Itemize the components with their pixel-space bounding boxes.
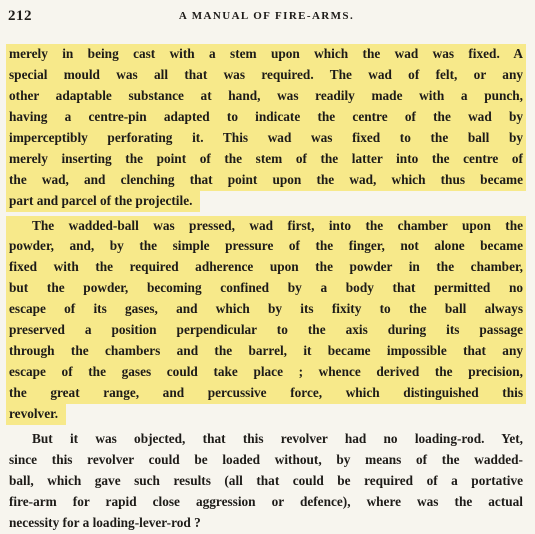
text-line-highlighted: other adaptable substance at hand, was readily made with a punch,: [6, 86, 526, 107]
text-line-highlighted: merely inserting the point of the stem of the latter into the centre of: [6, 149, 526, 170]
text-line-highlighted: special mould was all that was required. The wad of felt, or any: [6, 65, 526, 86]
text-line-highlighted: escape of its gases, and which by its fixity to the ball always: [6, 299, 526, 320]
text-line-highlighted: but the powder, becoming confined by a body that permitted no: [6, 278, 526, 299]
text-line-highlighted: the wad, and clenching that point upon the wad, which thus became: [6, 170, 526, 191]
text-line-highlighted: fixed with the required adherence upon the powder in the chamber,: [6, 257, 526, 278]
text-line-highlighted: imperceptibly perforating it. This wad was fixed to the ball by: [6, 128, 526, 149]
text-line-highlighted: through the chambers and the barrel, it became impossible that any: [6, 341, 526, 362]
text-line: necessity for a loading-lever-rod ?: [9, 514, 201, 530]
text-line: ball, which gave such results (all that could be required of a portative: [9, 472, 523, 488]
text-line-highlighted: part and parcel of the projectile.: [6, 191, 200, 212]
page-number: 212: [8, 7, 32, 24]
text-line-highlighted: the great range, and percussive force, which distinguished this: [6, 383, 526, 404]
text-line-highlighted: escape of the gases could take place ; whence derived the precision,: [6, 362, 526, 383]
text-line-highlighted: powder, and, by the simple pressure of the finger, not alone became: [6, 236, 526, 257]
text-line: since this revolver could be loaded without, by means of the wadded-: [9, 451, 523, 467]
page-header: [8, 4, 525, 28]
text-line-highlighted: preserved a position perpendicular to the axis during its passage: [6, 320, 526, 341]
text-line: But it was objected, that this revolver had no loading-rod. Yet,: [32, 430, 523, 446]
text-line-highlighted: revolver.: [6, 404, 66, 425]
text-line: fire-arm for rapid close aggression or defence), where was the actual: [9, 493, 523, 509]
text-line-highlighted: The wadded-ball was pressed, wad first, into the chamber upon the: [6, 216, 526, 237]
text-line-highlighted: having a centre-pin adapted to indicate the centre of the wad by: [6, 107, 526, 128]
running-head: A MANUAL OF FIRE-ARMS.: [178, 10, 355, 22]
body-text: [6, 44, 526, 534]
text-line-highlighted: merely in being cast with a stem upon which the wad was fixed. A: [6, 44, 526, 65]
